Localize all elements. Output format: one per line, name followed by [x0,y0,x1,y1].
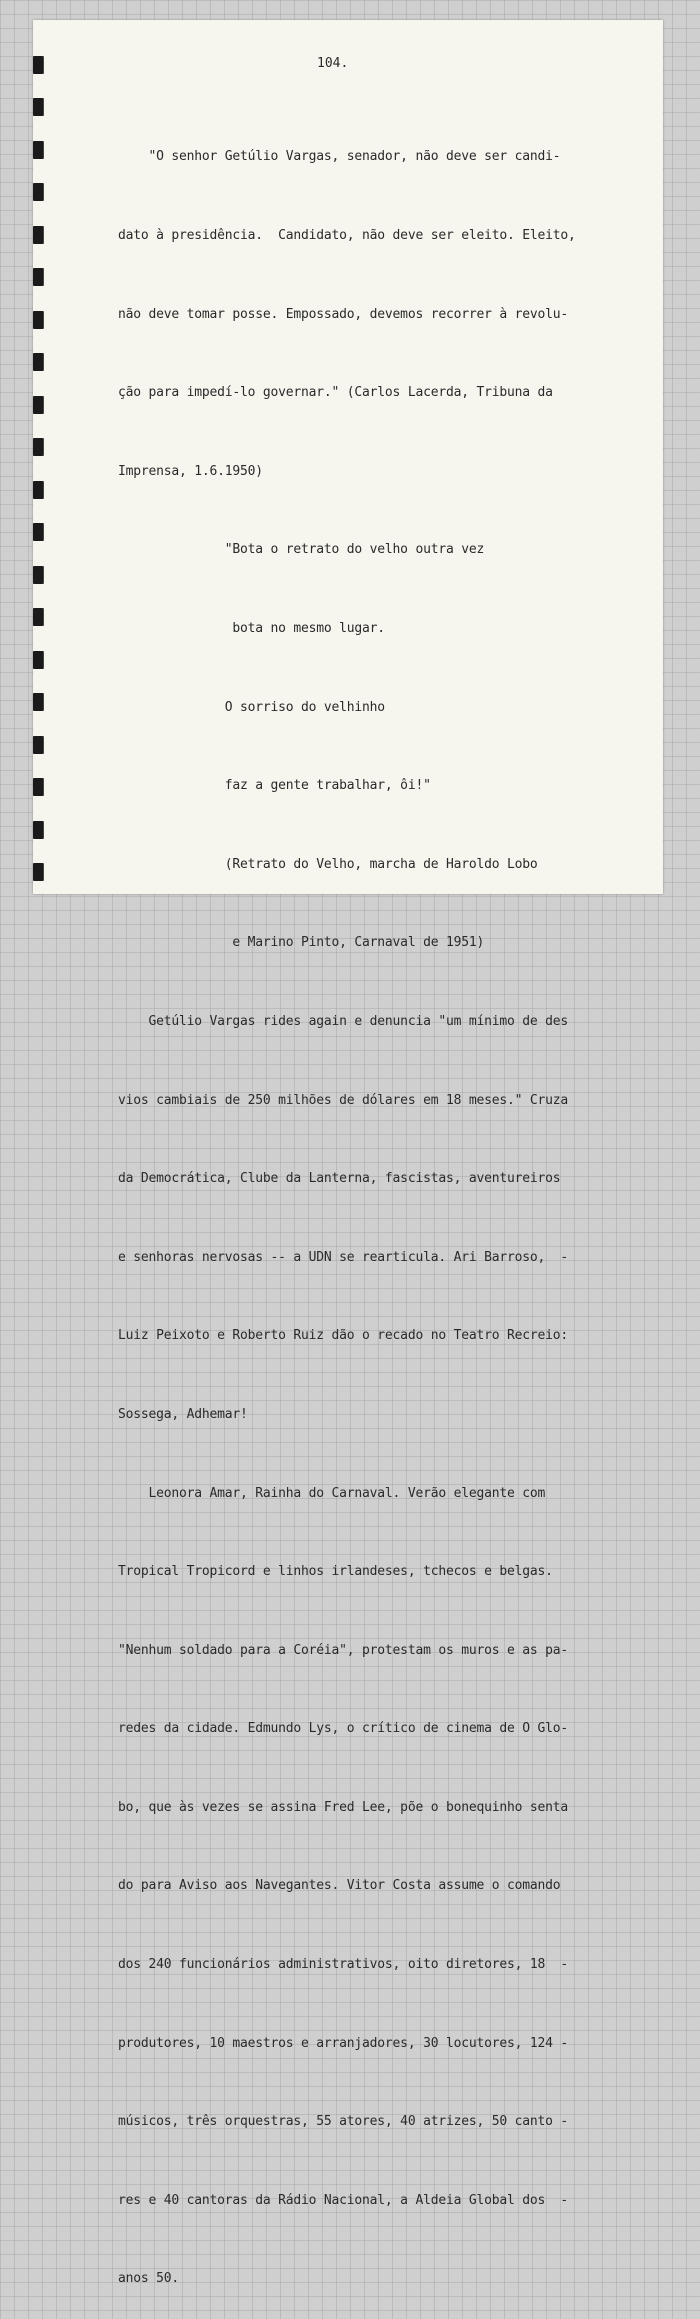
binder-hole [33,183,43,201]
binder-holes [33,20,47,894]
text-line: do para Aviso aos Navegantes. Vitor Costa assume o comando [118,1878,561,1894]
binder-hole [33,481,43,499]
text-line: anos 50. [118,2271,180,2287]
text-line: bota no mesmo lugar. [118,620,385,636]
text-line: redes da cidade. Edmundo Lys, o crítico de cinema de O Glo- [118,1721,568,1737]
text-line: dato à presidência. Candidato, não deve ser eleito. Eleito, [118,228,576,243]
text-line: bo, que às vezes se assina Fred Lee, põe o bonequinho senta [118,1799,568,1815]
text-line: Sossega, Adhemar! [118,1406,248,1422]
text-line: "O senhor Getúlio Vargas, senador, não deve ser candi- [118,149,561,165]
binder-hole [33,863,43,881]
text-line: e Marino Pinto, Carnaval de 1951) [118,935,485,951]
binder-hole [33,141,43,159]
text-line: Luiz Peixoto e Roberto Ruiz dão o recado no Teatro Recreio: [118,1328,568,1344]
text-line: res e 40 cantoras da Rádio Nacional, a Aldeia Global dos - [118,2192,568,2208]
binder-hole [33,98,43,116]
binder-hole [33,566,43,584]
binder-hole [33,226,43,244]
binder-hole [33,693,43,711]
binder-hole [33,523,43,541]
text-line: Imprensa, 1.6.1950) [118,463,263,479]
text-line: O sorriso do velhinho [118,699,385,715]
binder-hole [33,56,43,74]
page-number: 104. [317,56,349,71]
text-line: "Bota o retrato do velho outra vez [118,542,485,558]
text-line: "Nenhum soldado para a Coréia", protestam os muros e as pa- [118,1642,568,1658]
text-line: produtores, 10 maestros e arranjadores, 30 locutores, 124 - [118,2035,568,2051]
binder-hole [33,396,43,414]
binder-hole [33,311,43,329]
text-line: Leonora Amar, Rainha do Carnaval. Verão elegante com [118,1485,546,1501]
binder-hole [33,353,43,371]
text-line: (Retrato do Velho, marcha de Haroldo Lobo [118,856,538,872]
binder-hole [33,651,43,669]
text-line: da Democrática, Clube da Lanterna, fascistas, aventureiros [118,1171,561,1187]
text-line: músicos, três orquestras, 55 atores, 40 atrizes, 50 canto - [118,2114,568,2130]
binder-hole [33,268,43,286]
text-line: Tropical Tropicord e linhos irlandeses, tchecos e belgas. [118,1564,553,1580]
binder-hole [33,608,43,626]
text-line: Getúlio Vargas rides again e denuncia "um mínimo de des [118,1013,568,1029]
text-line: vios cambiais de 250 milhões de dólares em 18 meses." Cruza [118,1092,568,1108]
text-line: ção para impedí-lo governar." (Carlos Lacerda, Tribuna da [118,385,553,401]
text-line: dos 240 funcionários administrativos, oito diretores, 18 - [118,1957,568,1973]
binder-hole [33,778,43,796]
binder-hole [33,821,43,839]
text-line: não deve tomar posse. Empossado, devemos recorrer à revolu- [118,306,568,322]
binder-hole [33,736,43,754]
binder-hole [33,438,43,456]
body-text [118,92,598,2319]
text-line: e senhoras nervosas -- a UDN se rearticula. Ari Barroso, - [118,1249,568,1265]
text-line: faz a gente trabalhar, ôi!" [118,778,431,794]
